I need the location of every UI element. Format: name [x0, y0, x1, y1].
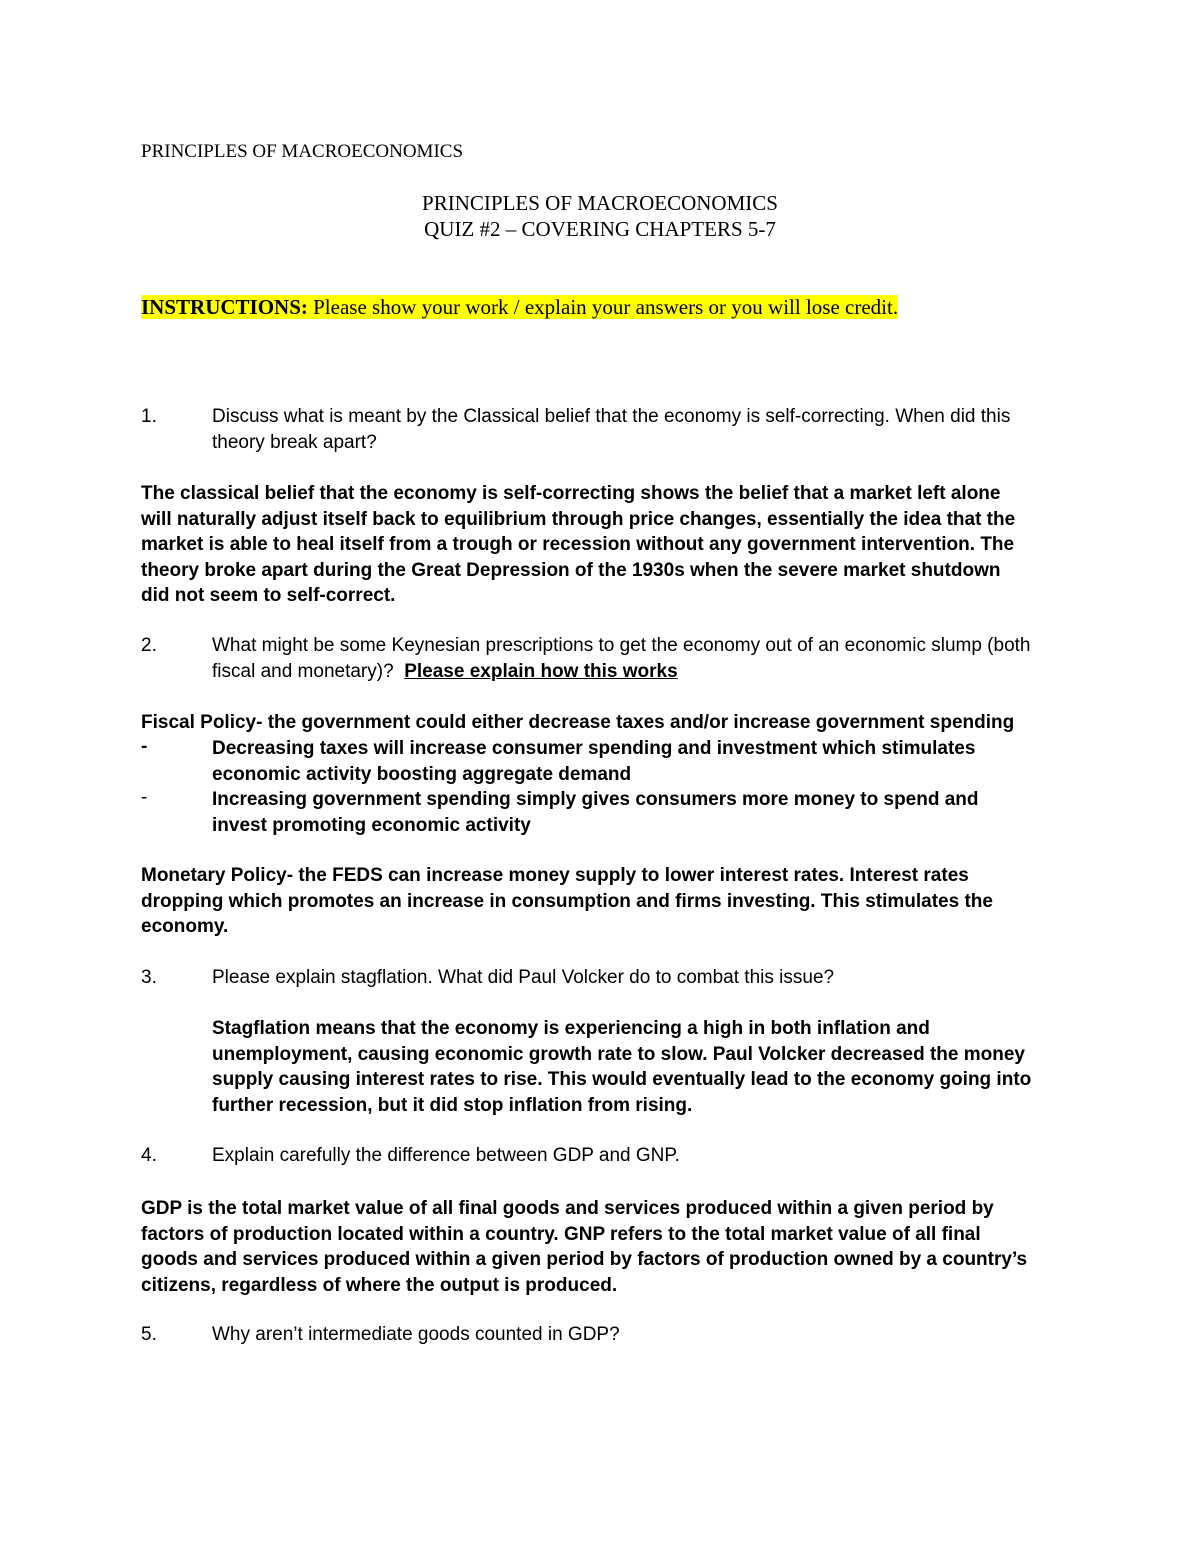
- answer-line: dropping which promotes an increase in consumption and firms investing. This stimulates the: [141, 890, 993, 912]
- question-line: theory break apart?: [212, 431, 377, 453]
- answer-line: The classical belief that the economy is self-correcting shows the belief that a market left alone: [141, 483, 1001, 504]
- running-header: PRINCIPLES OF MACROECONOMICS: [141, 141, 464, 162]
- answer-line: citizens, regardless of where the output is produced.: [141, 1274, 618, 1296]
- question-line: Explain carefully the difference between GDP and GNP.: [212, 1145, 680, 1166]
- question-line: fiscal and monetary)?: [212, 660, 405, 682]
- quiz-subtitle: QUIZ #2 – COVERING CHAPTERS 5-7: [424, 217, 776, 241]
- answer-line: will naturally adjust itself back to equilibrium through price changes, essentially the idea that the: [141, 508, 1016, 530]
- answer-line: unemployment, causing economic growth rate to slow. Paul Volcker decreased the money: [212, 1043, 1025, 1065]
- question-text: [212, 1322, 1072, 1348]
- instructions-highlight: [141, 295, 898, 319]
- instructions-text: Please show your work / explain your answers or you will lose credit.: [307, 295, 899, 319]
- question-text: [212, 965, 1072, 991]
- question-emphasis: Please explain how this works: [404, 660, 678, 682]
- question-line: Why aren’t intermediate goods counted in GDP?: [212, 1324, 620, 1345]
- question-line: What might be some Keynesian prescriptions to get the economy out of an economic slump (both: [212, 635, 1031, 656]
- answer-block: [141, 481, 1071, 609]
- answer-line: further recession, but it did stop inflation from rising.: [212, 1094, 693, 1116]
- instructions-label: INSTRUCTIONS:: [141, 295, 308, 319]
- bullet-dash: -: [141, 787, 148, 808]
- answer-line: Stagflation means that the economy is experiencing a high in both inflation and: [212, 1018, 930, 1039]
- question-line: Discuss what is meant by the Classical belief that the economy is self-correcting. When did this: [212, 406, 1011, 427]
- bullet-line: Decreasing taxes will increase consumer spending and investment which stimulates: [212, 738, 976, 759]
- answer-line: Fiscal Policy- the government could either decrease taxes and/or increase government spending: [141, 712, 1015, 733]
- question-text: [212, 1143, 1072, 1169]
- answer-line: theory broke apart during the Great Depression of the 1930s when the severe market shutdown: [141, 559, 1001, 581]
- bullet-line: Increasing government spending simply gives consumers more money to spend and: [212, 789, 979, 810]
- question-number: 2.: [141, 635, 157, 656]
- bullet-item: [212, 736, 1072, 787]
- answer-block: [141, 1196, 1071, 1298]
- answer-line: did not seem to self-correct.: [141, 585, 396, 606]
- answer-line: goods and services produced within a given period by factors of production owned by a country’s: [141, 1249, 1028, 1270]
- document-title: PRINCIPLES OF MACROECONOMICS: [422, 191, 778, 215]
- instructions: [141, 295, 898, 320]
- question-text: [212, 404, 1072, 455]
- bullet-line: economic activity boosting aggregate demand: [212, 763, 632, 785]
- bullet-line: invest promoting economic activity: [212, 814, 531, 836]
- bullet-dash: -: [141, 736, 148, 757]
- monetary-policy-block: [141, 863, 1071, 940]
- answer-line: economy.: [141, 916, 229, 937]
- question-number: 3.: [141, 967, 157, 988]
- fiscal-policy-heading: [141, 710, 1071, 736]
- answer-line: Monetary Policy- the FEDS can increase money supply to lower interest rates. Interest rates: [141, 865, 969, 886]
- answer-block: [212, 1016, 1072, 1118]
- question-number: 5.: [141, 1324, 157, 1345]
- question-line: Please explain stagflation. What did Paul Volcker do to combat this issue?: [212, 967, 835, 988]
- answer-line: market is able to heal itself from a trough or recession without any government intervention. The: [141, 534, 1015, 555]
- bullet-item: [212, 787, 1072, 838]
- answer-line: factors of production located within a country. GNP refers to the total market value of all final: [141, 1223, 981, 1245]
- answer-line: supply causing interest rates to rise. This would eventually lead to the economy going into: [212, 1069, 1032, 1090]
- answer-line: GDP is the total market value of all final goods and services produced within a given period by: [141, 1198, 994, 1219]
- question-number: 1.: [141, 406, 157, 427]
- question-number: 4.: [141, 1145, 157, 1166]
- question-text: [212, 633, 1072, 684]
